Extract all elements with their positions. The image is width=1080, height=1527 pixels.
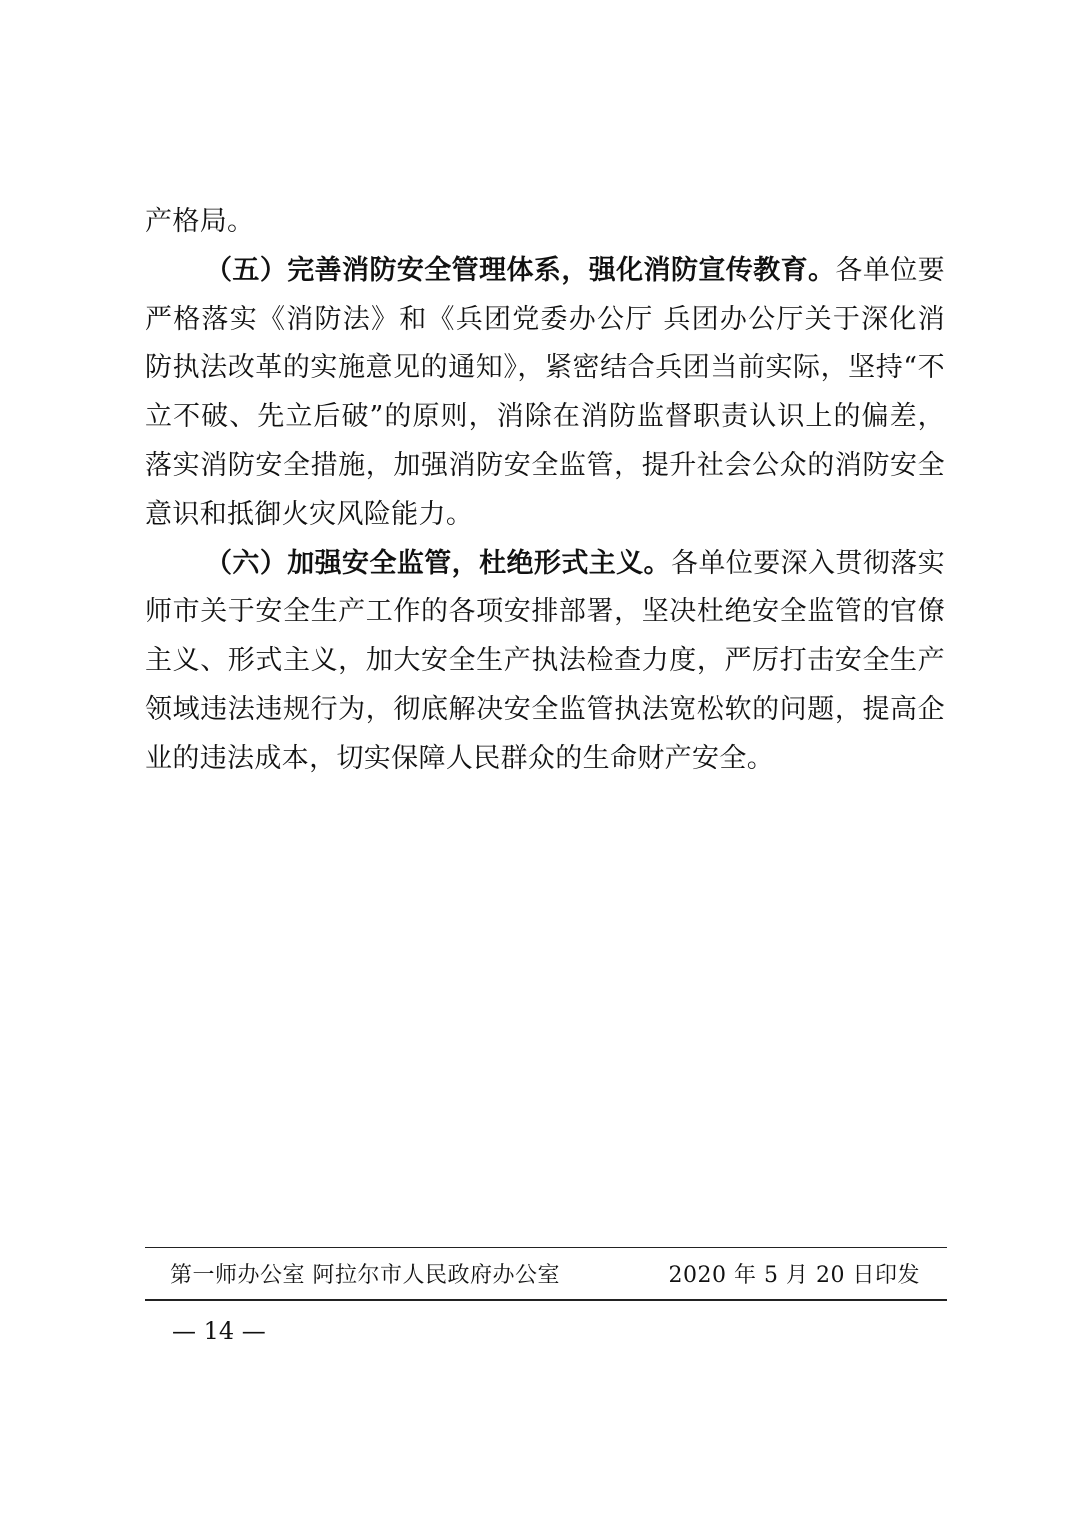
footer-print-date: 2020 年 5 月 20 日印发 bbox=[668, 1263, 920, 1288]
paragraph-text: 各单位要严格落实《消防法》和《兵团党委办公厅 兵团办公厅关于深化消防执法改革的实施意见的通知》，紧密结合兵团当前实际，坚持“不立不破、先立后破”的原则，消除在消防监督职责认识上的偏差，落实消防安全措施，加强消防安全监管，提升社会公众的消防安全意识和抵御火灾风险能力。 bbox=[145, 254, 945, 530]
paragraph-section-5 bbox=[145, 247, 945, 540]
page-number: — 14 — bbox=[172, 1317, 266, 1345]
document-body bbox=[145, 198, 945, 784]
section-heading: （六）加强安全监管，杜绝形式主义。 bbox=[205, 547, 671, 579]
footer-divider-top bbox=[145, 1247, 947, 1248]
paragraph-text: 各单位要深入贯彻落实师市关于安全生产工作的各项安排部署，坚决杜绝安全监管的官僚主义、形式主义，加大安全生产执法检查力度，严厉打击安全生产领域违法违规行为，彻底解决安全监管执法宽松软的问题，提高企业的违法成本，切实保障人民群众的生命财产安全。 bbox=[145, 547, 946, 774]
paragraph-text: 产格局。 bbox=[145, 206, 255, 237]
paragraph-continuation bbox=[145, 198, 945, 247]
section-heading: （五）完善消防安全管理体系，强化消防宣传教育。 bbox=[205, 254, 836, 286]
footer-issuer: 第一师办公室 阿拉尔市人民政府办公室 bbox=[170, 1263, 560, 1288]
footer-divider-bottom bbox=[145, 1299, 947, 1301]
paragraph-section-6 bbox=[145, 540, 945, 784]
